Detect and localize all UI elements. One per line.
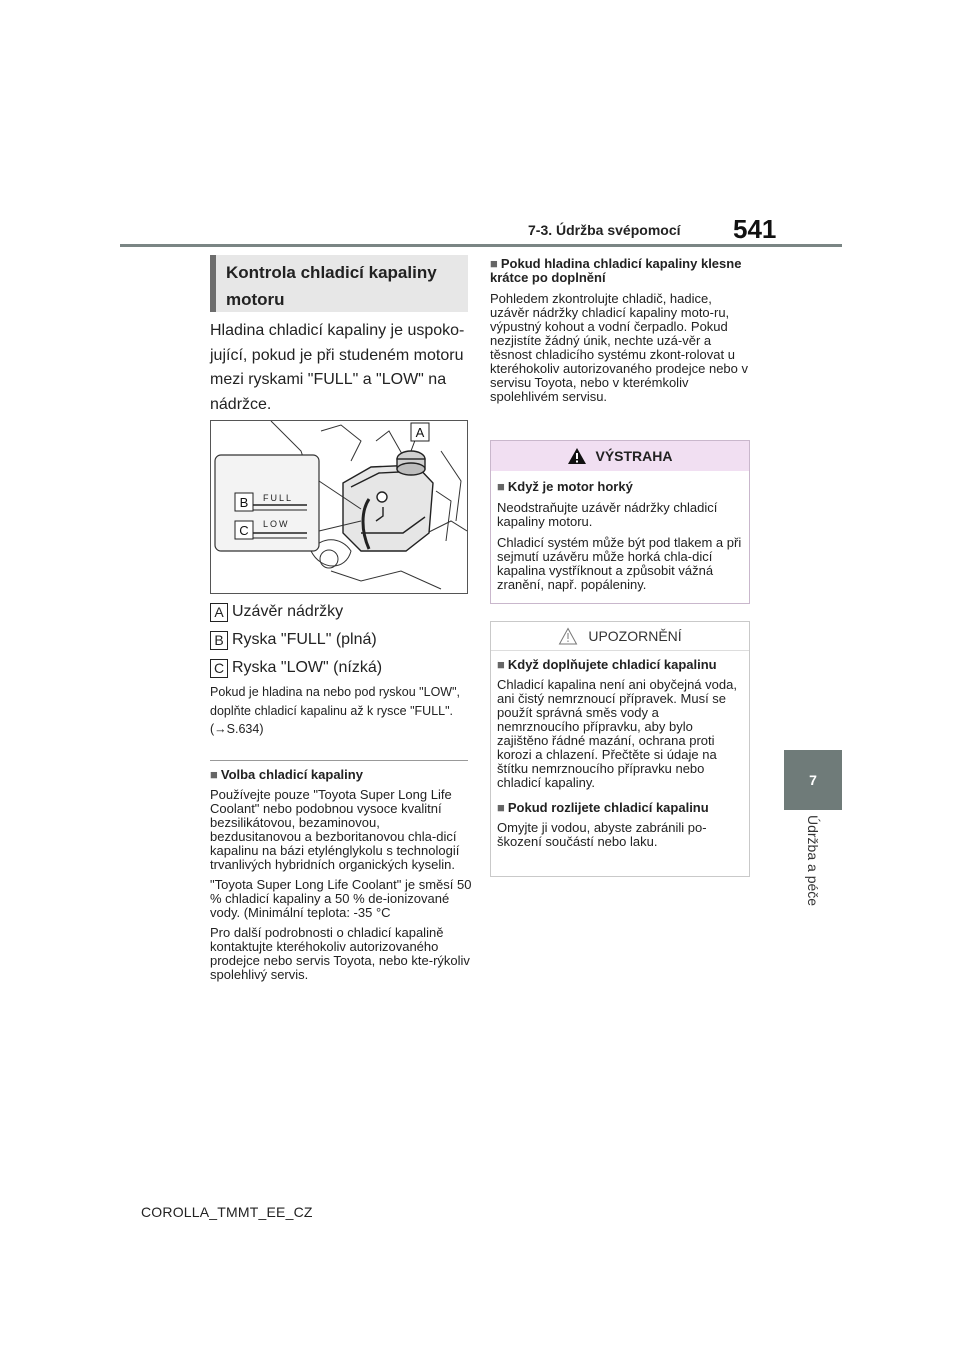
full-mark-text: FULL <box>263 493 294 503</box>
caution-p2: Omyjte ji vodou, abyste zabránili po-škození součástí nebo laku. <box>497 820 707 849</box>
level-drop-heading: Pokud hladina chladicí kapaliny klesne krátce po doplnění <box>490 256 742 285</box>
caution-box <box>490 621 750 877</box>
warning-p1: Neodstraňujte uzávěr nádržky chladicí kapaliny motoru. <box>497 500 718 529</box>
figure-label-c: C <box>239 523 249 538</box>
square-bullet-icon: ■ <box>210 767 218 782</box>
square-bullet-icon: ■ <box>497 800 505 815</box>
level-drop-text: Pohledem zkontrolujte chladič, hadice, uzávěr nádržky chladicí kapaliny moto-ru, výpustný kohout a vodní čerpadlo. Pokud nezjistíte žádný únik, nechte uzá-věr a těsnost chladicího systému zkont-rolovat u kteréhokoliv autorizovaného prodejce nebo v servisu Toyota, nebo v kterémkoliv spolehlivém servisu. <box>490 291 749 404</box>
legend-item <box>210 629 377 651</box>
legend-letter: B <box>210 631 228 650</box>
legend-letter: C <box>210 659 228 678</box>
square-bullet-icon: ■ <box>497 657 505 672</box>
warning-header <box>491 441 749 471</box>
chapter-number: 7 <box>809 772 817 788</box>
caution-heading-1: Když doplňujete chladicí kapalinu <box>507 657 717 672</box>
legend-text: Uzávěr nádržky <box>232 603 344 620</box>
warning-triangle-icon <box>567 447 587 465</box>
square-bullet-icon: ■ <box>490 256 498 271</box>
chapter-label-text: Údržba a péče <box>805 815 821 907</box>
chapter-tab <box>784 750 842 810</box>
section-title: Kontrola chladicí kapaliny motoru <box>210 255 468 312</box>
caution-header <box>491 622 749 651</box>
low-mark-text: LOW <box>263 519 290 529</box>
legend-text: Ryska "FULL" (plná) <box>232 631 377 648</box>
level-drop-section <box>490 257 752 404</box>
figure-label-b: B <box>239 495 249 510</box>
warning-p2: Chladicí systém může být pod tlakem a při sejmutí uzávěru může horká chla-dicí kapalina vystříknout a způsobit vážná zranění, např. popáleniny. <box>497 535 742 592</box>
coolant-reservoir-figure <box>210 420 468 594</box>
coolant-choice-heading: Volba chladicí kapaliny <box>220 767 363 782</box>
legend-text: Ryska "LOW" (nízká) <box>232 659 383 676</box>
legend-letter: A <box>210 603 228 622</box>
warning-title: VÝSTRAHA <box>595 448 673 464</box>
legend-item <box>210 657 382 679</box>
footer-doc-code: COROLLA_TMMT_EE_CZ <box>141 1204 313 1220</box>
coolant-choice-section <box>210 767 472 982</box>
warning-heading: Když je motor horký <box>507 479 633 494</box>
caution-title: UPOZORNĚNÍ <box>588 628 682 644</box>
page-number: 541 <box>733 214 777 244</box>
divider <box>210 760 468 761</box>
figure-label-a: A <box>415 425 425 440</box>
header-rule <box>120 244 842 247</box>
intro-paragraph: Hladina chladicí kapaliny je uspoko-jující, pokud je při studeném motoru mezi ryskami "FULL" a "LOW" na nádržce. <box>210 322 465 413</box>
chapter-label <box>784 815 842 925</box>
coolant-choice-p3: Pro další podrobnosti o chladicí kapalině kontaktujte kteréhokoliv autorizovaného prodejce nebo servis Toyota, nebo kte-rýkoliv spolehlivý servis. <box>210 925 470 982</box>
refill-note: Pokud je hladina na nebo pod ryskou "LOW", doplňte chladicí kapalinu až k rysce "FULL". (→S.634) <box>210 685 460 736</box>
coolant-choice-p1: Používejte pouze "Toyota Super Long Life Coolant" nebo podobnou vysoce kvalitní bezsilikátovou, bezaminovou, bezdusitanovou a bezboritanovou chla-dicí kapalinu na bázi etylénglykolu s technologií trvanlivých hybridních organických kyselin. <box>210 787 460 872</box>
warning-box <box>490 440 750 604</box>
section-header: 7-3. Údržba svépomocí <box>528 222 681 238</box>
engine-bay-illustration <box>211 421 467 593</box>
caution-p1: Chladicí kapalina není ani obyčejná voda, ani čistý nemrznoucí přípravek. Musí se použít správná směs vody a nemrznoucího přípravku, aby bylo zajištěno řádné mazání, ochrana proti korozi a chlazení. Přečtěte si údaje na štítku nemrznoucího přípravku nebo chladicí kapaliny. <box>497 677 737 790</box>
caution-triangle-icon <box>558 627 578 645</box>
coolant-choice-p2: "Toyota Super Long Life Coolant" je směsí 50 % chladicí kapaliny a 50 % de-ionizované vody. (Minimální teplota: -35 °C <box>210 877 472 920</box>
square-bullet-icon: ■ <box>497 479 505 494</box>
legend-item <box>210 601 343 623</box>
caution-heading-2: Pokud rozlijete chladicí kapalinu <box>507 800 709 815</box>
